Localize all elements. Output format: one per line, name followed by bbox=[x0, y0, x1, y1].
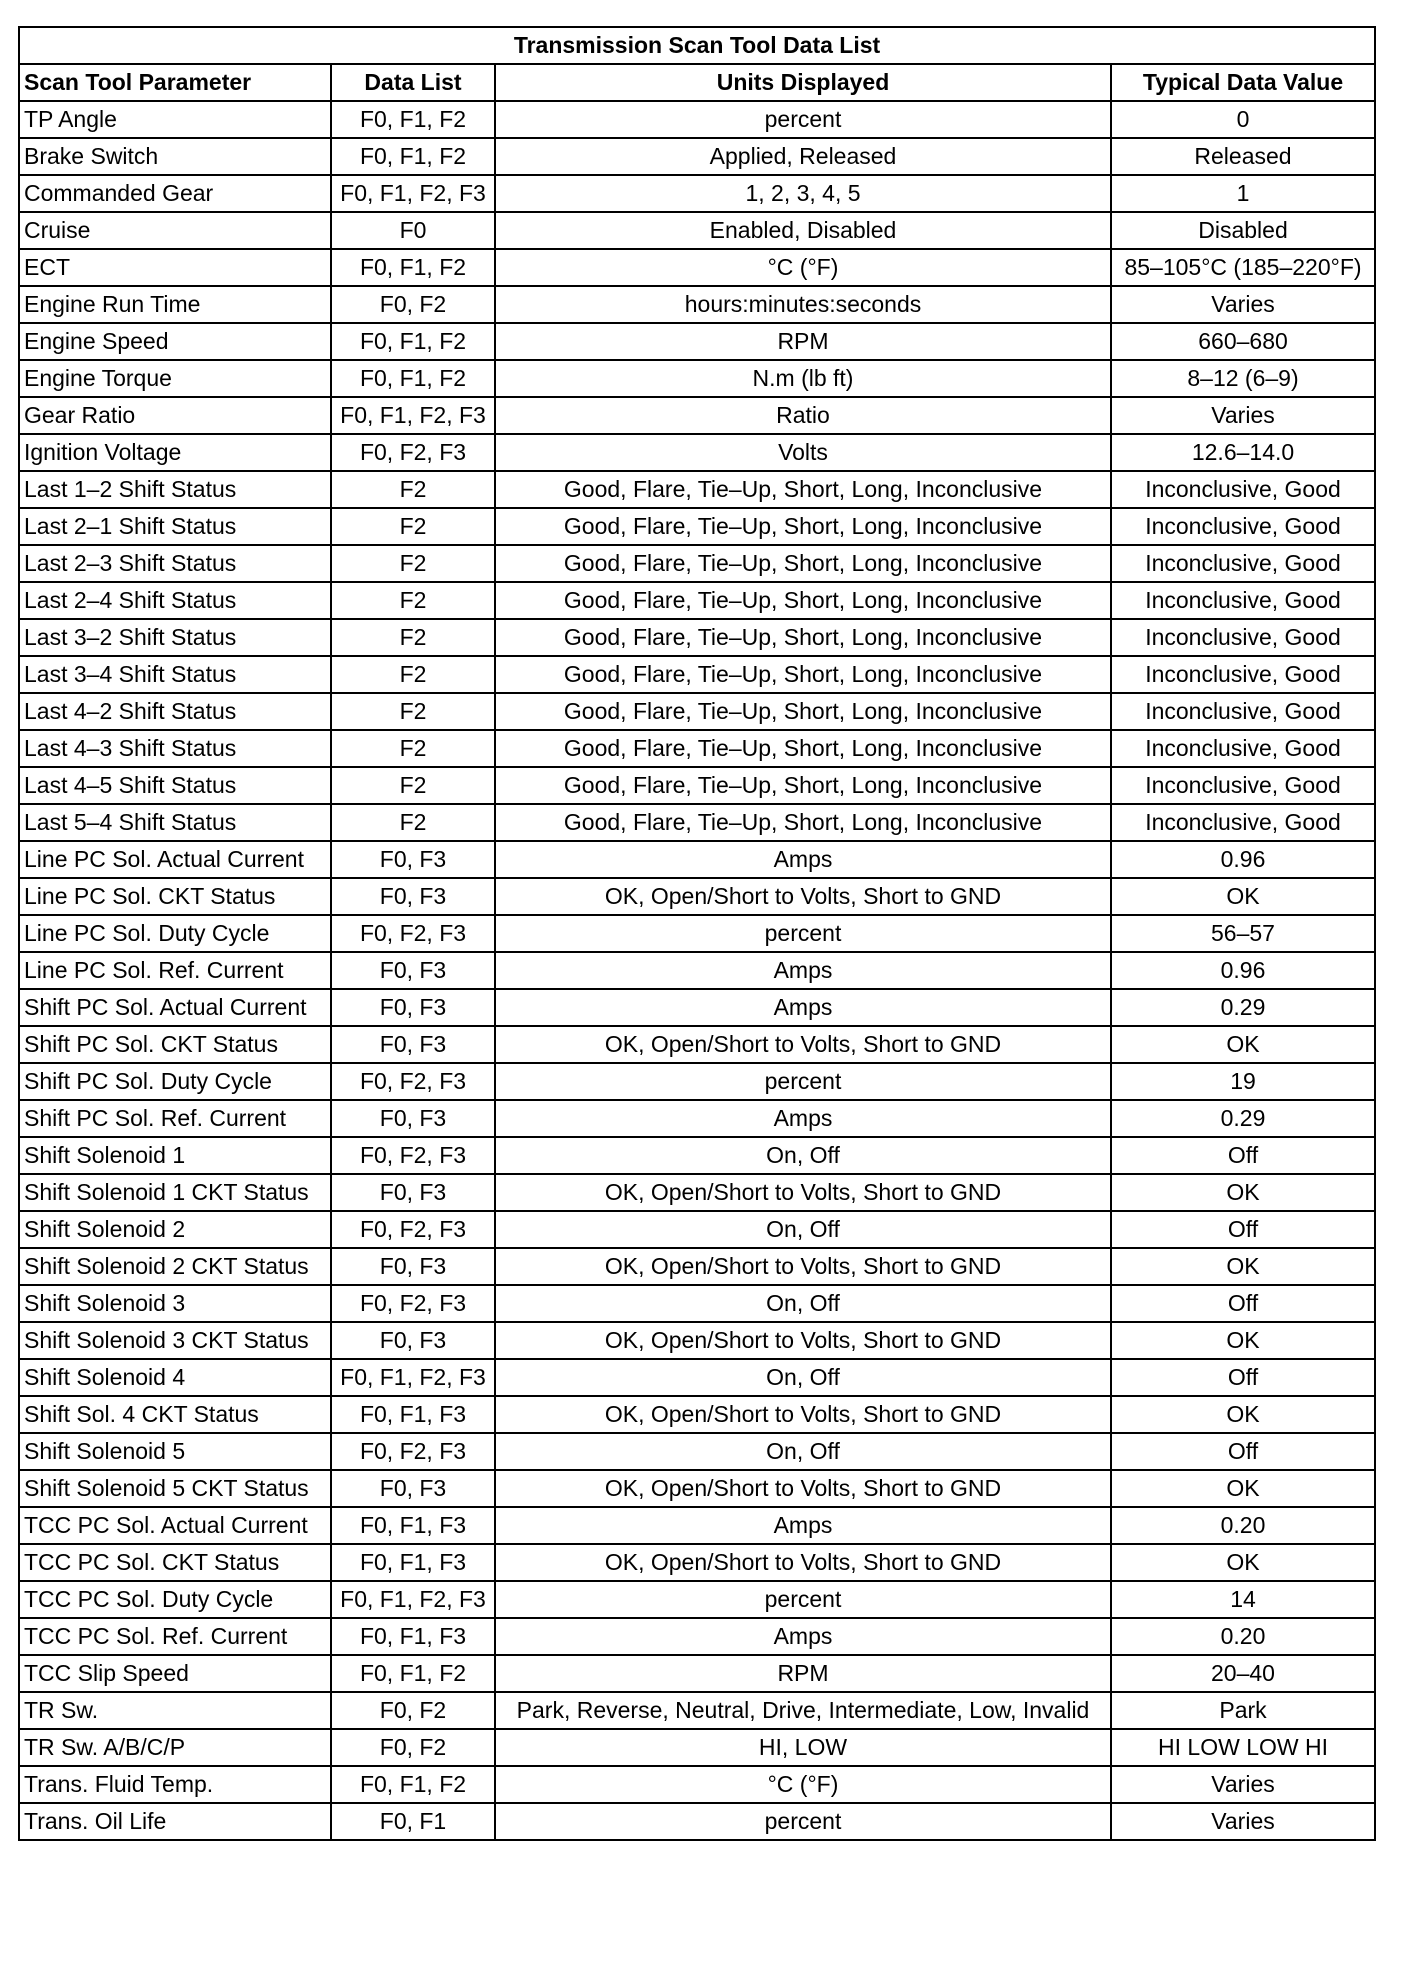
cell-typical-value: Park bbox=[1111, 1692, 1375, 1729]
table-row bbox=[19, 1692, 1375, 1729]
cell-data-list: F0, F1, F2 bbox=[331, 1766, 495, 1803]
cell-units: Amps bbox=[495, 952, 1111, 989]
cell-parameter: Last 2–1 Shift Status bbox=[19, 508, 331, 545]
cell-data-list: F2 bbox=[331, 471, 495, 508]
table-row bbox=[19, 1137, 1375, 1174]
cell-units: N.m (lb ft) bbox=[495, 360, 1111, 397]
cell-data-list: F2 bbox=[331, 693, 495, 730]
cell-typical-value: Inconclusive, Good bbox=[1111, 508, 1375, 545]
cell-units: Good, Flare, Tie–Up, Short, Long, Inconclusive bbox=[495, 582, 1111, 619]
cell-units: OK, Open/Short to Volts, Short to GND bbox=[495, 1470, 1111, 1507]
cell-data-list: F2 bbox=[331, 767, 495, 804]
cell-data-list: F0, F3 bbox=[331, 1100, 495, 1137]
cell-data-list: F2 bbox=[331, 804, 495, 841]
table-row bbox=[19, 1655, 1375, 1692]
cell-data-list: F0, F2 bbox=[331, 1729, 495, 1766]
table-row bbox=[19, 545, 1375, 582]
cell-parameter: Commanded Gear bbox=[19, 175, 331, 212]
table-row bbox=[19, 656, 1375, 693]
cell-typical-value: Inconclusive, Good bbox=[1111, 656, 1375, 693]
cell-typical-value: OK bbox=[1111, 1544, 1375, 1581]
cell-units: Good, Flare, Tie–Up, Short, Long, Inconclusive bbox=[495, 619, 1111, 656]
cell-typical-value: 0.29 bbox=[1111, 1100, 1375, 1137]
cell-units: Volts bbox=[495, 434, 1111, 471]
table-row bbox=[19, 323, 1375, 360]
cell-data-list: F0, F2, F3 bbox=[331, 434, 495, 471]
cell-parameter: TP Angle bbox=[19, 101, 331, 138]
cell-units: On, Off bbox=[495, 1285, 1111, 1322]
cell-data-list: F0, F1, F2, F3 bbox=[331, 175, 495, 212]
cell-data-list: F0, F1, F3 bbox=[331, 1618, 495, 1655]
cell-data-list: F0, F2, F3 bbox=[331, 1211, 495, 1248]
table-header-row bbox=[19, 64, 1375, 101]
cell-units: percent bbox=[495, 915, 1111, 952]
cell-data-list: F2 bbox=[331, 730, 495, 767]
table-row bbox=[19, 1729, 1375, 1766]
cell-data-list: F0, F2 bbox=[331, 286, 495, 323]
cell-units: Amps bbox=[495, 841, 1111, 878]
cell-units: Good, Flare, Tie–Up, Short, Long, Inconclusive bbox=[495, 693, 1111, 730]
table-row bbox=[19, 1544, 1375, 1581]
cell-parameter: Shift Solenoid 3 bbox=[19, 1285, 331, 1322]
cell-data-list: F2 bbox=[331, 656, 495, 693]
table-row bbox=[19, 1507, 1375, 1544]
cell-typical-value: 1 bbox=[1111, 175, 1375, 212]
cell-parameter: Shift PC Sol. Actual Current bbox=[19, 989, 331, 1026]
cell-typical-value: OK bbox=[1111, 1174, 1375, 1211]
table-row bbox=[19, 1211, 1375, 1248]
header-typical-data-value: Typical Data Value bbox=[1111, 64, 1375, 101]
cell-units: percent bbox=[495, 1063, 1111, 1100]
cell-typical-value: 0 bbox=[1111, 101, 1375, 138]
cell-typical-value: Inconclusive, Good bbox=[1111, 471, 1375, 508]
cell-data-list: F0, F1, F2 bbox=[331, 323, 495, 360]
cell-typical-value: 0.20 bbox=[1111, 1618, 1375, 1655]
table-row bbox=[19, 1174, 1375, 1211]
cell-parameter: Engine Run Time bbox=[19, 286, 331, 323]
cell-typical-value: 20–40 bbox=[1111, 1655, 1375, 1692]
cell-data-list: F0, F2, F3 bbox=[331, 1285, 495, 1322]
cell-units: percent bbox=[495, 1581, 1111, 1618]
cell-parameter: Last 4–3 Shift Status bbox=[19, 730, 331, 767]
cell-parameter: Shift Sol. 4 CKT Status bbox=[19, 1396, 331, 1433]
cell-units: Good, Flare, Tie–Up, Short, Long, Inconclusive bbox=[495, 767, 1111, 804]
cell-parameter: TR Sw. A/B/C/P bbox=[19, 1729, 331, 1766]
table-row bbox=[19, 471, 1375, 508]
table-title: Transmission Scan Tool Data List bbox=[19, 27, 1375, 64]
cell-typical-value: Varies bbox=[1111, 286, 1375, 323]
cell-parameter: Engine Speed bbox=[19, 323, 331, 360]
cell-units: hours:minutes:seconds bbox=[495, 286, 1111, 323]
cell-parameter: Shift Solenoid 2 bbox=[19, 1211, 331, 1248]
table-row bbox=[19, 878, 1375, 915]
table-body bbox=[19, 101, 1375, 1840]
cell-parameter: Last 2–3 Shift Status bbox=[19, 545, 331, 582]
cell-parameter: Last 5–4 Shift Status bbox=[19, 804, 331, 841]
table-row bbox=[19, 1322, 1375, 1359]
cell-parameter: TCC Slip Speed bbox=[19, 1655, 331, 1692]
cell-data-list: F0, F3 bbox=[331, 1174, 495, 1211]
cell-units: Ratio bbox=[495, 397, 1111, 434]
cell-units: OK, Open/Short to Volts, Short to GND bbox=[495, 1544, 1111, 1581]
cell-typical-value: OK bbox=[1111, 1026, 1375, 1063]
cell-units: OK, Open/Short to Volts, Short to GND bbox=[495, 1174, 1111, 1211]
table-row bbox=[19, 989, 1375, 1026]
cell-data-list: F0, F1 bbox=[331, 1803, 495, 1840]
table-row bbox=[19, 1470, 1375, 1507]
cell-data-list: F0 bbox=[331, 212, 495, 249]
cell-typical-value: Released bbox=[1111, 138, 1375, 175]
table-row bbox=[19, 175, 1375, 212]
cell-typical-value: Off bbox=[1111, 1433, 1375, 1470]
table-row bbox=[19, 582, 1375, 619]
cell-data-list: F0, F2, F3 bbox=[331, 1137, 495, 1174]
cell-units: On, Off bbox=[495, 1211, 1111, 1248]
cell-parameter: Shift Solenoid 5 bbox=[19, 1433, 331, 1470]
cell-typical-value: Inconclusive, Good bbox=[1111, 693, 1375, 730]
cell-parameter: Brake Switch bbox=[19, 138, 331, 175]
cell-units: On, Off bbox=[495, 1433, 1111, 1470]
cell-data-list: F0, F3 bbox=[331, 989, 495, 1026]
table-row bbox=[19, 249, 1375, 286]
header-units-displayed: Units Displayed bbox=[495, 64, 1111, 101]
cell-units: Good, Flare, Tie–Up, Short, Long, Inconclusive bbox=[495, 471, 1111, 508]
cell-data-list: F0, F1, F2 bbox=[331, 249, 495, 286]
table-row bbox=[19, 1063, 1375, 1100]
cell-typical-value: Varies bbox=[1111, 1766, 1375, 1803]
scan-tool-data-table bbox=[18, 26, 1376, 1841]
table-row bbox=[19, 1803, 1375, 1840]
table-row bbox=[19, 1248, 1375, 1285]
cell-typical-value: 56–57 bbox=[1111, 915, 1375, 952]
cell-typical-value: OK bbox=[1111, 878, 1375, 915]
table-title-row bbox=[19, 27, 1375, 64]
cell-typical-value: Varies bbox=[1111, 397, 1375, 434]
table-row bbox=[19, 1100, 1375, 1137]
cell-units: Good, Flare, Tie–Up, Short, Long, Inconclusive bbox=[495, 508, 1111, 545]
table-row bbox=[19, 841, 1375, 878]
cell-typical-value: 14 bbox=[1111, 1581, 1375, 1618]
cell-typical-value: 12.6–14.0 bbox=[1111, 434, 1375, 471]
cell-data-list: F0, F2, F3 bbox=[331, 1063, 495, 1100]
cell-data-list: F0, F3 bbox=[331, 878, 495, 915]
cell-parameter: Shift Solenoid 2 CKT Status bbox=[19, 1248, 331, 1285]
cell-parameter: Line PC Sol. CKT Status bbox=[19, 878, 331, 915]
cell-units: OK, Open/Short to Volts, Short to GND bbox=[495, 1248, 1111, 1285]
cell-parameter: Trans. Oil Life bbox=[19, 1803, 331, 1840]
cell-parameter: ECT bbox=[19, 249, 331, 286]
cell-parameter: Line PC Sol. Actual Current bbox=[19, 841, 331, 878]
cell-units: 1, 2, 3, 4, 5 bbox=[495, 175, 1111, 212]
cell-units: Good, Flare, Tie–Up, Short, Long, Inconclusive bbox=[495, 656, 1111, 693]
cell-parameter: Last 4–2 Shift Status bbox=[19, 693, 331, 730]
cell-units: percent bbox=[495, 1803, 1111, 1840]
table-row bbox=[19, 1618, 1375, 1655]
cell-data-list: F0, F2 bbox=[331, 1692, 495, 1729]
cell-parameter: Shift Solenoid 5 CKT Status bbox=[19, 1470, 331, 1507]
cell-typical-value: 0.96 bbox=[1111, 841, 1375, 878]
cell-typical-value: Inconclusive, Good bbox=[1111, 582, 1375, 619]
cell-data-list: F0, F1, F3 bbox=[331, 1507, 495, 1544]
cell-units: Good, Flare, Tie–Up, Short, Long, Inconclusive bbox=[495, 804, 1111, 841]
table-row bbox=[19, 1026, 1375, 1063]
cell-units: percent bbox=[495, 101, 1111, 138]
cell-typical-value: 0.96 bbox=[1111, 952, 1375, 989]
cell-units: OK, Open/Short to Volts, Short to GND bbox=[495, 1026, 1111, 1063]
cell-data-list: F0, F1, F2, F3 bbox=[331, 1581, 495, 1618]
table-row bbox=[19, 101, 1375, 138]
table-row bbox=[19, 619, 1375, 656]
header-data-list: Data List bbox=[331, 64, 495, 101]
table-row bbox=[19, 915, 1375, 952]
cell-typical-value: Disabled bbox=[1111, 212, 1375, 249]
header-scan-tool-parameter: Scan Tool Parameter bbox=[19, 64, 331, 101]
cell-units: OK, Open/Short to Volts, Short to GND bbox=[495, 1322, 1111, 1359]
cell-data-list: F0, F1, F3 bbox=[331, 1396, 495, 1433]
cell-parameter: Engine Torque bbox=[19, 360, 331, 397]
cell-parameter: Shift PC Sol. Duty Cycle bbox=[19, 1063, 331, 1100]
table-row bbox=[19, 1359, 1375, 1396]
cell-data-list: F2 bbox=[331, 582, 495, 619]
cell-units: Amps bbox=[495, 1618, 1111, 1655]
table-row bbox=[19, 804, 1375, 841]
cell-units: OK, Open/Short to Volts, Short to GND bbox=[495, 878, 1111, 915]
cell-parameter: TCC PC Sol. CKT Status bbox=[19, 1544, 331, 1581]
cell-typical-value: 85–105°C (185–220°F) bbox=[1111, 249, 1375, 286]
cell-parameter: TCC PC Sol. Actual Current bbox=[19, 1507, 331, 1544]
cell-typical-value: Off bbox=[1111, 1211, 1375, 1248]
cell-data-list: F0, F1, F2 bbox=[331, 1655, 495, 1692]
cell-data-list: F0, F1, F2, F3 bbox=[331, 397, 495, 434]
cell-data-list: F0, F2, F3 bbox=[331, 1433, 495, 1470]
cell-data-list: F2 bbox=[331, 545, 495, 582]
cell-parameter: Line PC Sol. Ref. Current bbox=[19, 952, 331, 989]
cell-data-list: F0, F3 bbox=[331, 1322, 495, 1359]
table-row bbox=[19, 952, 1375, 989]
cell-parameter: Shift PC Sol. Ref. Current bbox=[19, 1100, 331, 1137]
cell-data-list: F0, F3 bbox=[331, 1248, 495, 1285]
cell-typical-value: Off bbox=[1111, 1285, 1375, 1322]
cell-units: Applied, Released bbox=[495, 138, 1111, 175]
cell-typical-value: Inconclusive, Good bbox=[1111, 545, 1375, 582]
cell-data-list: F0, F3 bbox=[331, 1026, 495, 1063]
cell-typical-value: 0.29 bbox=[1111, 989, 1375, 1026]
table-row bbox=[19, 138, 1375, 175]
cell-typical-value: 660–680 bbox=[1111, 323, 1375, 360]
cell-units: On, Off bbox=[495, 1359, 1111, 1396]
cell-parameter: TR Sw. bbox=[19, 1692, 331, 1729]
table-row bbox=[19, 1433, 1375, 1470]
cell-typical-value: 8–12 (6–9) bbox=[1111, 360, 1375, 397]
cell-parameter: Shift Solenoid 3 CKT Status bbox=[19, 1322, 331, 1359]
cell-typical-value: Off bbox=[1111, 1137, 1375, 1174]
cell-units: Good, Flare, Tie–Up, Short, Long, Inconclusive bbox=[495, 545, 1111, 582]
cell-parameter: Last 3–4 Shift Status bbox=[19, 656, 331, 693]
cell-data-list: F2 bbox=[331, 619, 495, 656]
table-row bbox=[19, 360, 1375, 397]
cell-typical-value: HI LOW LOW HI bbox=[1111, 1729, 1375, 1766]
cell-parameter: Shift Solenoid 1 CKT Status bbox=[19, 1174, 331, 1211]
cell-typical-value: Inconclusive, Good bbox=[1111, 767, 1375, 804]
cell-typical-value: 19 bbox=[1111, 1063, 1375, 1100]
cell-typical-value: OK bbox=[1111, 1470, 1375, 1507]
cell-units: On, Off bbox=[495, 1137, 1111, 1174]
cell-parameter: Shift Solenoid 4 bbox=[19, 1359, 331, 1396]
cell-units: °C (°F) bbox=[495, 249, 1111, 286]
cell-parameter: Line PC Sol. Duty Cycle bbox=[19, 915, 331, 952]
cell-parameter: TCC PC Sol. Ref. Current bbox=[19, 1618, 331, 1655]
table-row bbox=[19, 1285, 1375, 1322]
cell-parameter: Ignition Voltage bbox=[19, 434, 331, 471]
cell-data-list: F0, F3 bbox=[331, 1470, 495, 1507]
cell-units: HI, LOW bbox=[495, 1729, 1111, 1766]
cell-data-list: F0, F1, F2 bbox=[331, 360, 495, 397]
cell-typical-value: 0.20 bbox=[1111, 1507, 1375, 1544]
cell-units: °C (°F) bbox=[495, 1766, 1111, 1803]
cell-parameter: Shift Solenoid 1 bbox=[19, 1137, 331, 1174]
cell-units: RPM bbox=[495, 1655, 1111, 1692]
cell-parameter: Gear Ratio bbox=[19, 397, 331, 434]
cell-units: Amps bbox=[495, 1507, 1111, 1544]
table-row bbox=[19, 397, 1375, 434]
cell-data-list: F0, F1, F2 bbox=[331, 138, 495, 175]
cell-data-list: F0, F1, F2, F3 bbox=[331, 1359, 495, 1396]
cell-typical-value: OK bbox=[1111, 1248, 1375, 1285]
table-row bbox=[19, 1581, 1375, 1618]
table-row bbox=[19, 212, 1375, 249]
cell-typical-value: Inconclusive, Good bbox=[1111, 730, 1375, 767]
cell-parameter: Last 1–2 Shift Status bbox=[19, 471, 331, 508]
cell-parameter: Shift PC Sol. CKT Status bbox=[19, 1026, 331, 1063]
cell-typical-value: OK bbox=[1111, 1396, 1375, 1433]
cell-parameter: TCC PC Sol. Duty Cycle bbox=[19, 1581, 331, 1618]
cell-typical-value: Inconclusive, Good bbox=[1111, 619, 1375, 656]
table-row bbox=[19, 286, 1375, 323]
cell-parameter: Cruise bbox=[19, 212, 331, 249]
table-row bbox=[19, 767, 1375, 804]
cell-units: Amps bbox=[495, 989, 1111, 1026]
cell-units: Enabled, Disabled bbox=[495, 212, 1111, 249]
table-row bbox=[19, 434, 1375, 471]
cell-parameter: Trans. Fluid Temp. bbox=[19, 1766, 331, 1803]
cell-typical-value: OK bbox=[1111, 1322, 1375, 1359]
cell-units: OK, Open/Short to Volts, Short to GND bbox=[495, 1396, 1111, 1433]
cell-units: RPM bbox=[495, 323, 1111, 360]
cell-data-list: F2 bbox=[331, 508, 495, 545]
cell-data-list: F0, F1, F3 bbox=[331, 1544, 495, 1581]
table-row bbox=[19, 1766, 1375, 1803]
cell-data-list: F0, F1, F2 bbox=[331, 101, 495, 138]
table-row bbox=[19, 1396, 1375, 1433]
cell-data-list: F0, F3 bbox=[331, 841, 495, 878]
cell-units: Park, Reverse, Neutral, Drive, Intermediate, Low, Invalid bbox=[495, 1692, 1111, 1729]
cell-parameter: Last 4–5 Shift Status bbox=[19, 767, 331, 804]
cell-data-list: F0, F2, F3 bbox=[331, 915, 495, 952]
cell-typical-value: Inconclusive, Good bbox=[1111, 804, 1375, 841]
cell-parameter: Last 3–2 Shift Status bbox=[19, 619, 331, 656]
cell-units: Amps bbox=[495, 1100, 1111, 1137]
cell-data-list: F0, F3 bbox=[331, 952, 495, 989]
table-row bbox=[19, 508, 1375, 545]
cell-parameter: Last 2–4 Shift Status bbox=[19, 582, 331, 619]
table-row bbox=[19, 730, 1375, 767]
table-row bbox=[19, 693, 1375, 730]
cell-typical-value: Off bbox=[1111, 1359, 1375, 1396]
cell-typical-value: Varies bbox=[1111, 1803, 1375, 1840]
cell-units: Good, Flare, Tie–Up, Short, Long, Inconclusive bbox=[495, 730, 1111, 767]
